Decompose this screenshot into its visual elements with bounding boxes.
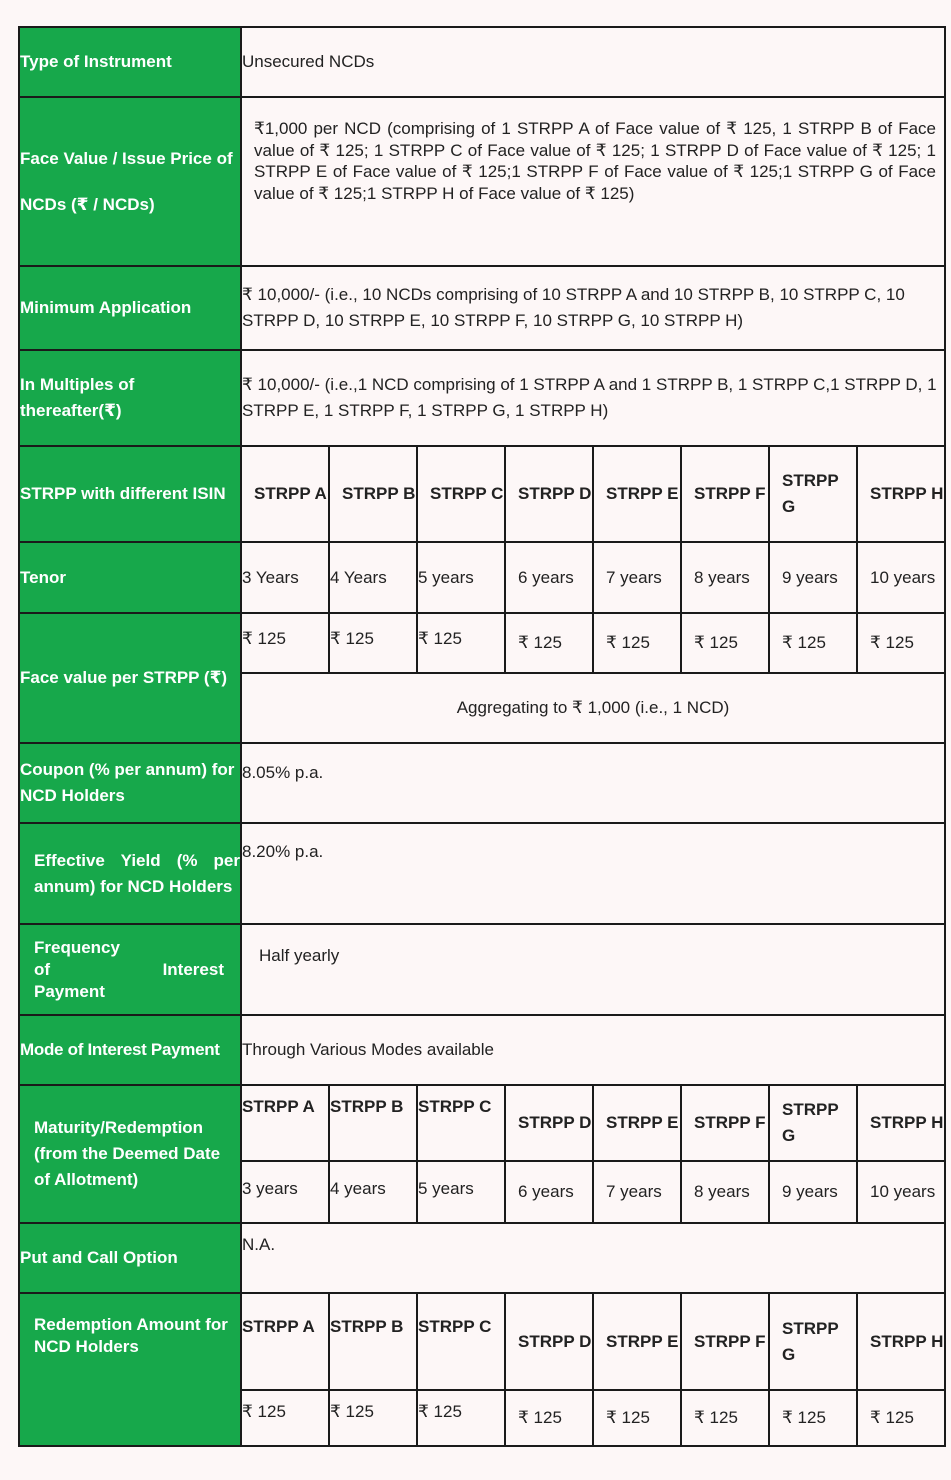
redemption-header: STRPP C [417,1293,505,1390]
ncd-terms-table [18,26,946,1447]
strpp-isin-header: STRPP A [241,446,329,542]
maturity-value: 6 years [505,1161,593,1223]
frequency-label-c: Interest [162,959,224,979]
face-value-per-strpp-value: ₹ 125 [769,613,857,673]
minimum-application-label: Minimum Application [19,266,241,350]
frequency-label-a: Frequency [34,937,120,957]
redemption-header: STRPP H [857,1293,945,1390]
redemption-header: STRPP E [593,1293,681,1390]
face-value-per-strpp-label: Face value per STRPP (₹) [19,613,241,743]
face-value-label-line1: Face Value / Issue Price of [20,148,233,168]
type-of-instrument-value: Unsecured NCDs [241,27,945,97]
put-call-value: N.A. [241,1223,945,1293]
type-of-instrument-label: Type of Instrument [19,27,241,97]
row-effective-yield [19,823,945,924]
frequency-label [19,924,241,1015]
face-value-text: ₹1,000 per NCD (comprising of 1 STRPP A of Face value of ₹ 125, 1 STRPP B of Face value of ₹ 125; 1 STRPP C of Face value of ₹ 125; 1 STRPP D of Face value of ₹ 125; 1 STRPP E of Face value of ₹ 125;1 STRPP F of Face value of ₹ 125;1 STRPP G of Face value of ₹ 125;1 STRPP H of Face value of ₹ 125) [254,119,937,203]
redemption-value: ₹ 125 [505,1390,593,1446]
redemption-value: ₹ 125 [329,1390,417,1446]
tenor-value: 10 years [857,542,945,613]
strpp-isin-header: STRPP E [593,446,681,542]
coupon-value: 8.05% p.a. [241,743,945,823]
maturity-header: STRPP H [857,1085,945,1161]
row-redemption-headers [19,1293,945,1390]
row-face-value [19,97,945,266]
tenor-value: 7 years [593,542,681,613]
redemption-label: Redemption Amount for NCD Holders [19,1293,241,1446]
face-value-label [19,97,241,266]
redemption-header: STRPP A [241,1293,329,1390]
put-call-label: Put and Call Option [19,1223,241,1293]
frequency-label-b: of [34,959,51,979]
row-multiples [19,350,945,446]
maturity-header: STRPP A [241,1085,329,1161]
effective-yield-value: 8.20% p.a. [241,823,945,924]
maturity-value: 5 years [417,1161,505,1223]
face-value-per-strpp-value: ₹ 125 [329,613,417,673]
face-value-value [241,97,945,266]
row-type-of-instrument [19,27,945,97]
multiples-value: ₹ 10,000/- (i.e.,1 NCD comprising of 1 STRPP A and 1 STRPP B, 1 STRPP C,1 STRPP D, 1 STRPP E, 1 STRPP F, 1 STRPP G, 1 STRPP H) [241,350,945,446]
maturity-value: 8 years [681,1161,769,1223]
row-maturity-headers [19,1085,945,1161]
maturity-header: STRPP E [593,1085,681,1161]
row-put-call [19,1223,945,1293]
redemption-value: ₹ 125 [681,1390,769,1446]
effective-yield-label: Effective Yield (% per annum) for NCD Holders [19,823,241,924]
redemption-value: ₹ 125 [241,1390,329,1446]
maturity-header: STRPP C [417,1085,505,1161]
strpp-isin-header: STRPP G [769,446,857,542]
tenor-value: 6 years [505,542,593,613]
frequency-label-d: Payment [34,981,105,1001]
face-value-label-line2: NCDs (₹ / NCDs) [20,194,155,214]
row-coupon [19,743,945,823]
redemption-value: ₹ 125 [593,1390,681,1446]
face-value-per-strpp-value: ₹ 125 [681,613,769,673]
row-frequency [19,924,945,1015]
redemption-value: ₹ 125 [417,1390,505,1446]
multiples-label: In Multiples of thereafter(₹) [19,350,241,446]
strpp-isin-header: STRPP H [857,446,945,542]
tenor-value: 4 Years [329,542,417,613]
strpp-isin-header: STRPP F [681,446,769,542]
tenor-value: 9 years [769,542,857,613]
coupon-label: Coupon (% per annum) for NCD Holders [19,743,241,823]
strpp-isin-header: STRPP C [417,446,505,542]
tenor-value: 3 Years [241,542,329,613]
face-value-per-strpp-value: ₹ 125 [241,613,329,673]
mode-of-payment-value: Through Various Modes available [241,1015,945,1085]
row-minimum-application [19,266,945,350]
redemption-value: ₹ 125 [769,1390,857,1446]
mode-of-payment-label: Mode of Interest Payment [19,1015,241,1085]
frequency-value: Half yearly [241,924,945,1015]
tenor-value: 5 years [417,542,505,613]
face-value-per-strpp-value: ₹ 125 [505,613,593,673]
redemption-header: STRPP F [681,1293,769,1390]
maturity-value: 9 years [769,1161,857,1223]
tenor-label: Tenor [19,542,241,613]
strpp-isin-label: STRPP with different ISIN [19,446,241,542]
maturity-header: STRPP B [329,1085,417,1161]
row-face-value-per-strpp [19,613,945,673]
maturity-header: STRPP G [769,1085,857,1161]
row-strpp-isin [19,446,945,542]
redemption-value: ₹ 125 [857,1390,945,1446]
redemption-header: STRPP B [329,1293,417,1390]
strpp-isin-header: STRPP B [329,446,417,542]
maturity-value: 3 years [241,1161,329,1223]
minimum-application-value: ₹ 10,000/- (i.e., 10 NCDs comprising of 10 STRPP A and 10 STRPP B, 10 STRPP C, 10 STRPP D, 10 STRPP E, 10 STRPP F, 10 STRPP G, 10 STRPP H) [241,266,945,350]
face-value-per-strpp-value: ₹ 125 [593,613,681,673]
strpp-isin-header: STRPP D [505,446,593,542]
maturity-header: STRPP D [505,1085,593,1161]
maturity-header: STRPP F [681,1085,769,1161]
face-value-aggregate: Aggregating to ₹ 1,000 (i.e., 1 NCD) [241,673,945,743]
maturity-value: 4 years [329,1161,417,1223]
face-value-per-strpp-value: ₹ 125 [857,613,945,673]
row-tenor [19,542,945,613]
tenor-value: 8 years [681,542,769,613]
maturity-value: 10 years [857,1161,945,1223]
row-mode-of-payment [19,1015,945,1085]
redemption-header: STRPP D [505,1293,593,1390]
face-value-per-strpp-value: ₹ 125 [417,613,505,673]
maturity-label: Maturity/Redemption (from the Deemed Date of Allotment) [19,1085,241,1223]
redemption-header: STRPP G [769,1293,857,1390]
maturity-value: 7 years [593,1161,681,1223]
